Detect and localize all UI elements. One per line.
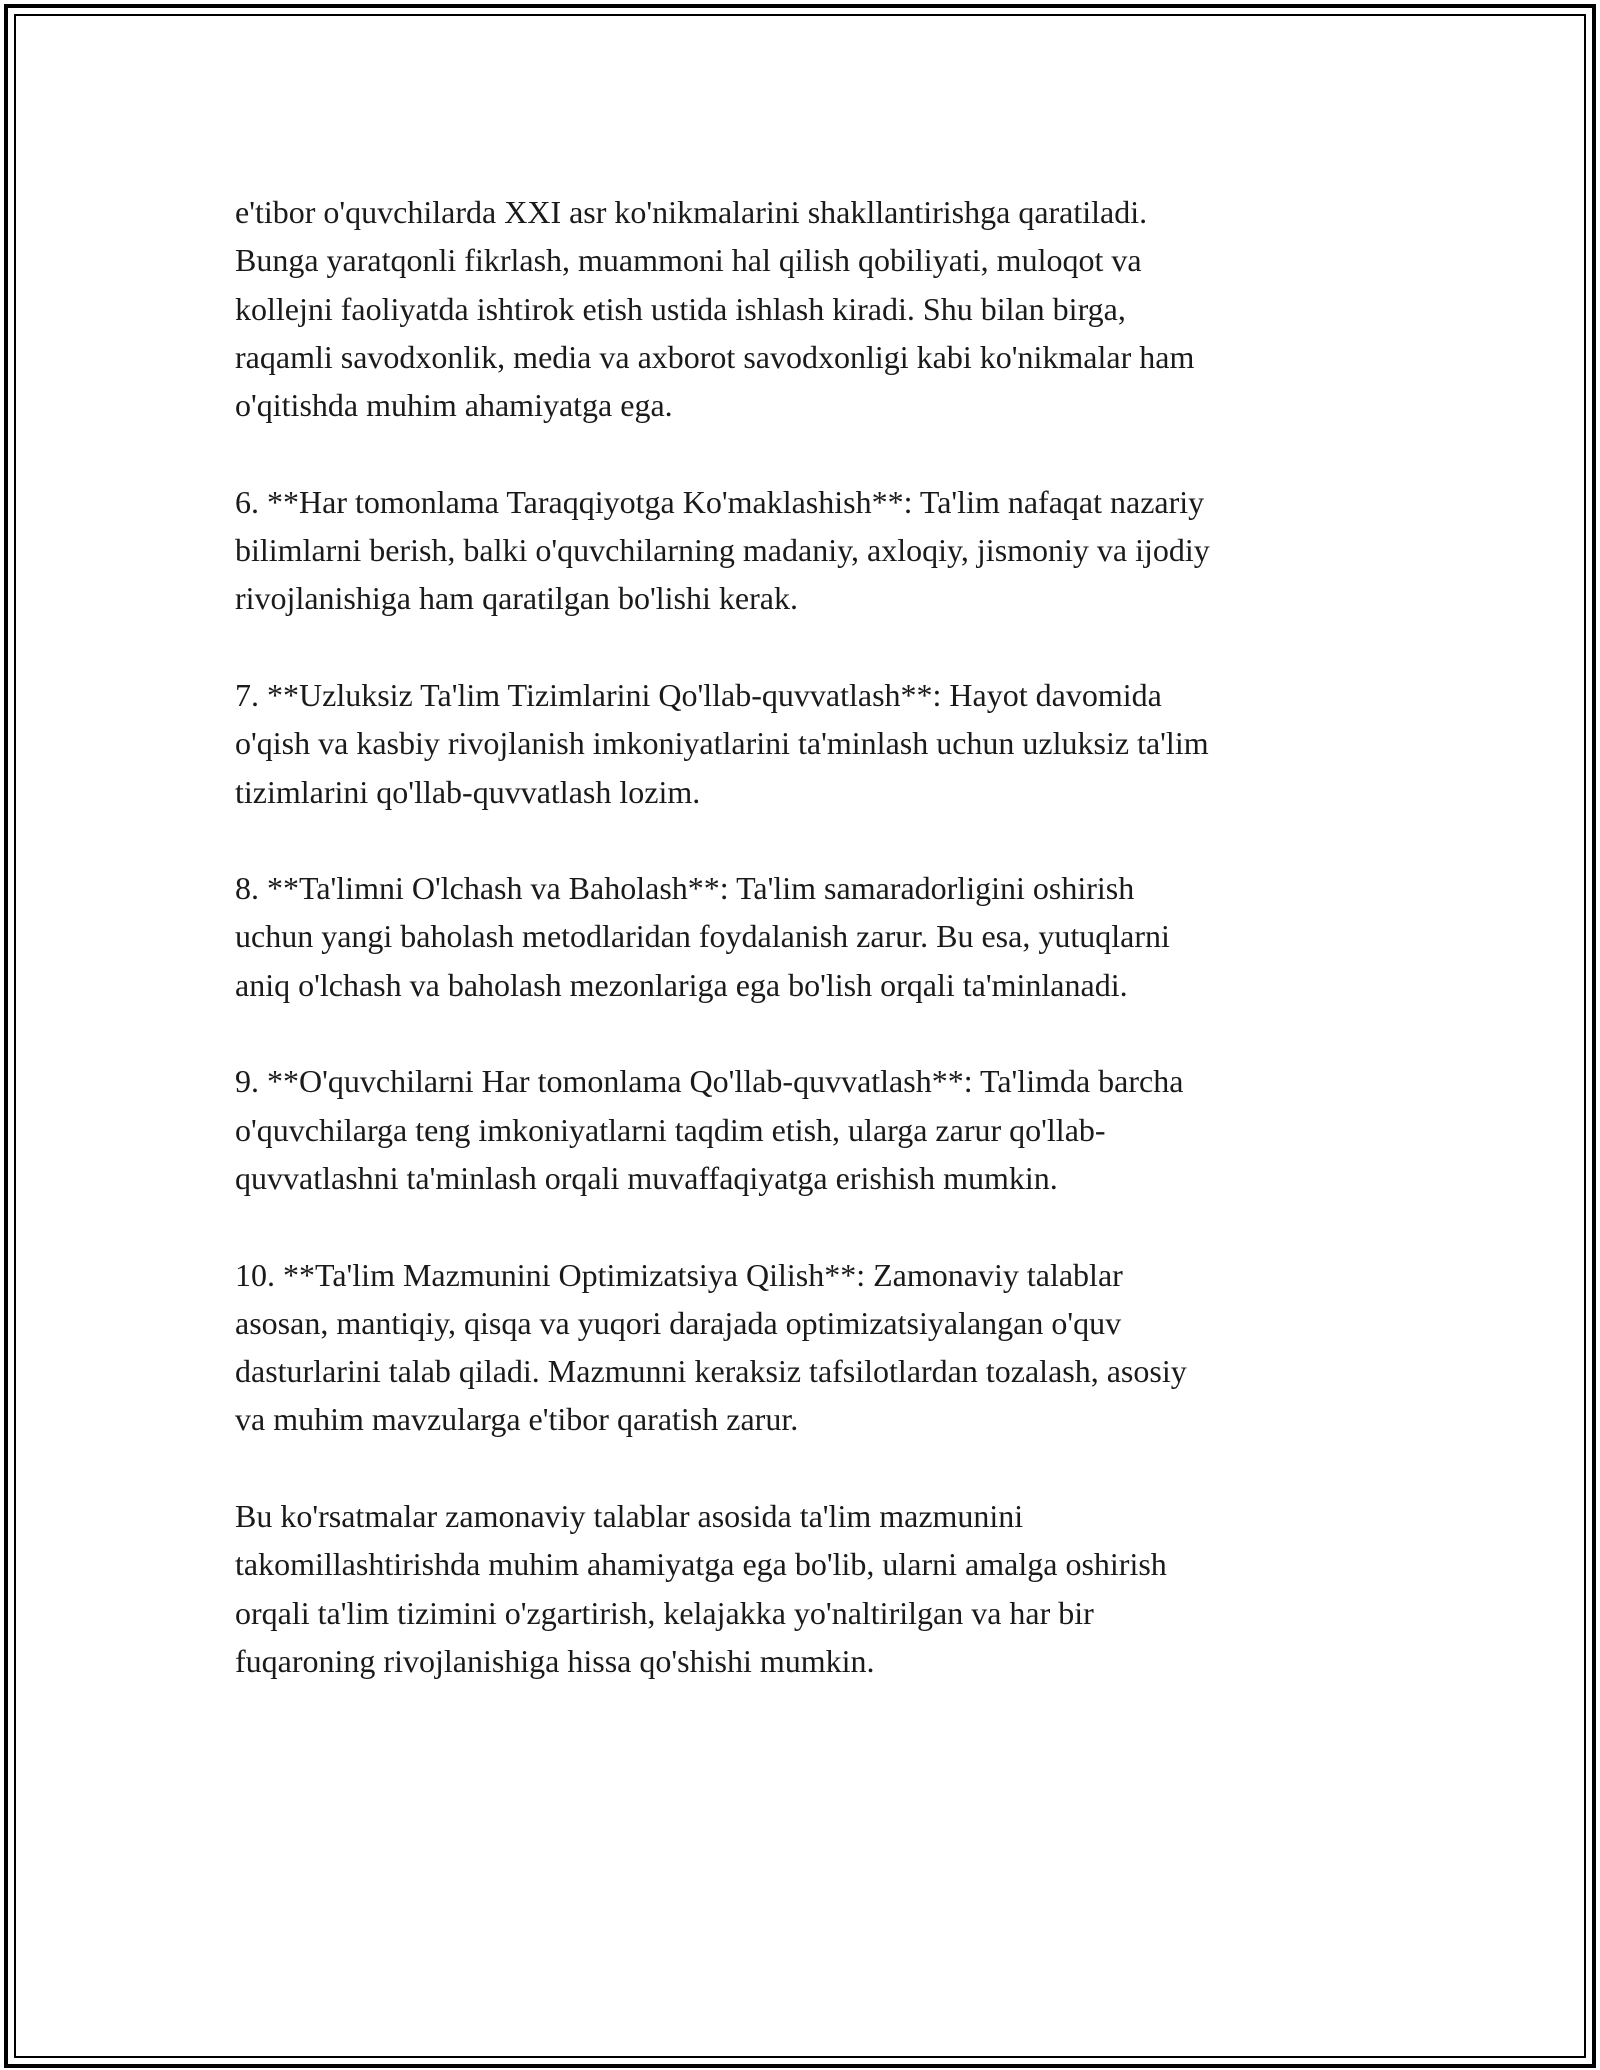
paragraph-conclusion: Bu ko'rsatmalar zamonaviy talablar asosida ta'lim mazmunini takomillashtirishda muhim ahamiyatga ega bo'lib, ularni amalga oshirish orqali ta'lim tizimini o'zgartirish, kelajakka yo'naltirilgan va har bir fuqaroning rivojlanishiga hissa qo'shishi mumkin. <box>235 1498 1167 1679</box>
paragraph-item-8: 8. **Ta'limni O'lchash va Baholash**: Ta'lim samaradorligini oshirish uchun yangi baholash metodlaridan foydalanish zarur. Bu esa, yutuqlarni aniq o'lchash va baholash mezonlariga ega bo'lish orqali ta'minlanadi. <box>235 870 1170 1003</box>
paragraph-item-10: 10. **Ta'lim Mazmunini Optimizatsiya Qilish**: Zamonaviy talablar asosan, mantiqiy, qisqa va yuqori darajada optimizatsiyalangan o'quv dasturlarini talab qiladi. Mazmunni keraksiz tafsilotlardan tozalash, asosiy va muhim mavzularga e'tibor qaratish zarur. <box>235 1256 1187 1438</box>
paragraph-item-6: 6. **Har tomonlama Taraqqiyotga Ko'maklashish**: Ta'lim nafaqat nazariy bilimlarni berish, balki o'quvchilarning madaniy, axloqiy, jismoniy va ijodiy rivojlanishiga ham qaratilgan bo'lishi kerak. <box>235 483 1210 617</box>
paragraph-item-7: 7. **Uzluksiz Ta'lim Tizimlarini Qo'llab-quvvatlash**: Hayot davomida o'qish va kasbiy rivojlanish imkoniyatlarini ta'minlash uchun uzluksiz ta'lim tizimlarini qo'llab-quvvatlash lozim. <box>235 676 1209 810</box>
paragraph-intro-continuation: e'tibor o'quvchilarda XXI asr ko'nikmalarini shakllantirishga qaratiladi. Bunga yaratqonli fikrlash, muammoni hal qilish qobiliyati, muloqot va kollejni faoliyatda ishtirok etish ustida ishlash kiradi. Shu bilan birga, raqamli savodxonlik, media va axborot savodxonligi kabi ko'nikmalar ham o'qitishda muhim ahamiyatga ega. <box>235 194 1195 424</box>
paragraph-item-9: 9. **O'quvchilarni Har tomonlama Qo'llab-quvvatlash**: Ta'limda barcha o'quvchilarga teng imkoniyatlarni taqdim etish, ularga zarur qo'llab- quvvatlashni ta'minlash orqali muvaffaqiyatga erishish mumkin. <box>235 1063 1184 1196</box>
document-body <box>235 188 1385 1734</box>
